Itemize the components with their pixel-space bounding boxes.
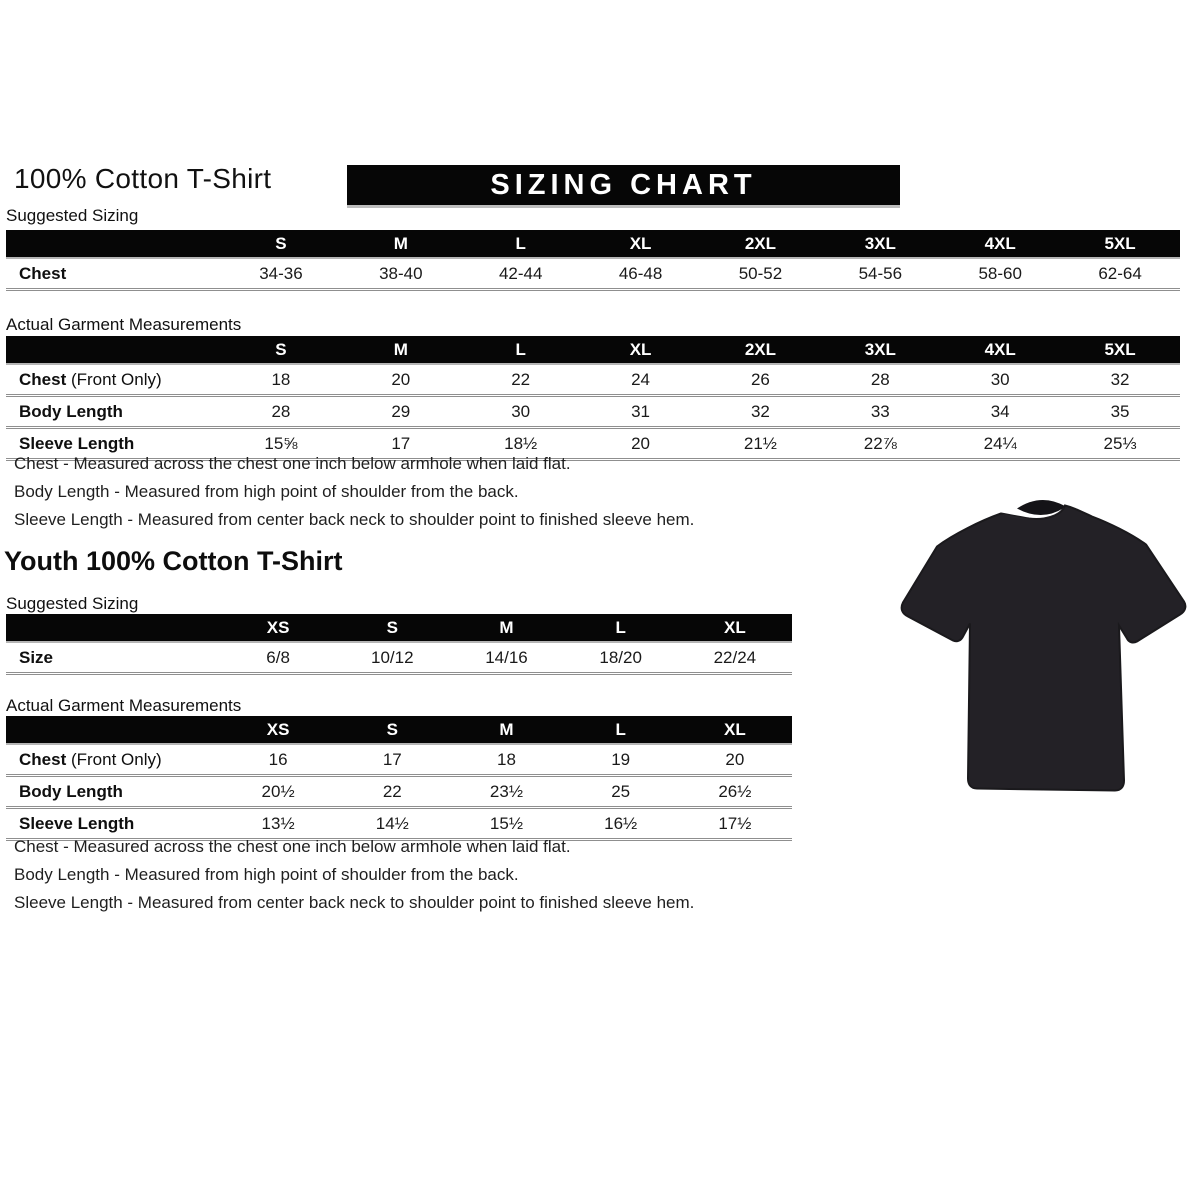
header-spacer	[6, 614, 221, 642]
row-label-cell	[6, 642, 221, 674]
sizing-chart-banner	[347, 165, 900, 205]
adult-measurement-notes	[14, 455, 834, 539]
measurement-value: 26½	[678, 776, 792, 808]
measurement-value: 18/20	[564, 642, 678, 674]
measurement-value: 20½	[221, 776, 335, 808]
measurement-value: 34-36	[221, 258, 341, 290]
size-column-header: L	[564, 716, 678, 744]
row-label: Chest	[19, 749, 67, 769]
size-column-header: XL	[581, 336, 701, 364]
measurement-value: 18	[221, 364, 341, 396]
row-label-cell	[6, 808, 221, 840]
size-column-header: S	[335, 614, 449, 642]
measurement-value: 22/24	[678, 642, 792, 674]
size-column-header: L	[564, 614, 678, 642]
measurement-value: 58-60	[940, 258, 1060, 290]
youth-suggested-sizing-heading: Suggested Sizing	[6, 594, 139, 613]
measurement-value: 31	[581, 396, 701, 428]
row-label: Chest	[19, 263, 67, 283]
measurement-value: 14/16	[449, 642, 563, 674]
measurement-value: 34	[940, 396, 1060, 428]
adult-suggested-sizing-heading: Suggested Sizing	[6, 206, 139, 225]
row-label: Body Length	[19, 781, 123, 801]
measurement-value: 46-48	[581, 258, 701, 290]
measurement-value: 15½	[449, 808, 563, 840]
size-column-header: M	[341, 336, 461, 364]
measurement-row	[6, 776, 792, 808]
row-label: Sleeve Length	[19, 433, 135, 453]
measurement-value: 38-40	[341, 258, 461, 290]
size-header-row	[6, 336, 1180, 364]
youth-suggested-sizing-table	[6, 614, 792, 675]
measurement-value: 17	[335, 744, 449, 776]
row-label-cell	[6, 258, 221, 290]
size-column-header: XL	[678, 614, 792, 642]
measurement-value: 14½	[335, 808, 449, 840]
row-label-suffix: (Front Only)	[66, 749, 162, 769]
size-column-header: S	[221, 336, 341, 364]
measurement-value: 54-56	[820, 258, 940, 290]
measurement-note-chest: Chest - Measured across the chest one inch below armhole when laid flat.	[14, 837, 571, 856]
measurement-value: 17½	[678, 808, 792, 840]
measurement-value: 10/12	[335, 642, 449, 674]
measurement-value: 13½	[221, 808, 335, 840]
measurement-value: 21½	[701, 428, 821, 460]
size-column-header: S	[335, 716, 449, 744]
size-column-header: 4XL	[940, 230, 1060, 258]
measurement-note-body-length: Body Length - Measured from high point of shoulder from the back.	[14, 865, 519, 884]
measurement-value: 19	[564, 744, 678, 776]
size-column-header: XS	[221, 614, 335, 642]
measurement-row	[6, 744, 792, 776]
size-column-header: 3XL	[820, 336, 940, 364]
size-column-header: M	[449, 716, 563, 744]
row-label-cell	[6, 396, 221, 428]
row-label-cell	[6, 744, 221, 776]
measurement-value: 16	[221, 744, 335, 776]
measurement-value: 28	[820, 364, 940, 396]
measurement-value: 24¼	[940, 428, 1060, 460]
size-column-header: XL	[678, 716, 792, 744]
tshirt-image	[893, 478, 1193, 813]
header-spacer	[6, 716, 221, 744]
header-spacer	[6, 336, 221, 364]
measurement-note-sleeve-length: Sleeve Length - Measured from center back neck to shoulder point to finished sleeve hem.	[14, 510, 695, 529]
size-column-header: M	[341, 230, 461, 258]
size-header-row	[6, 716, 792, 744]
measurement-value: 20	[581, 428, 701, 460]
youth-measurement-notes	[14, 838, 834, 922]
measurement-value: 22	[335, 776, 449, 808]
size-column-header: 2XL	[701, 230, 821, 258]
measurement-value: 6/8	[221, 642, 335, 674]
adult-actual-measurements-heading: Actual Garment Measurements	[6, 315, 242, 334]
measurement-value: 25	[564, 776, 678, 808]
measurement-row	[6, 642, 792, 674]
size-column-header: 5XL	[1060, 336, 1180, 364]
measurement-value: 17	[341, 428, 461, 460]
measurement-value: 62-64	[1060, 258, 1180, 290]
sizing-chart-banner-text: SIZING CHART	[490, 168, 757, 201]
measurement-value: 22	[461, 364, 581, 396]
product-title: 100% Cotton T-Shirt	[14, 163, 272, 194]
measurement-value: 35	[1060, 396, 1180, 428]
measurement-value: 25⅓	[1060, 428, 1180, 460]
row-label-cell	[6, 776, 221, 808]
row-label: Body Length	[19, 401, 123, 421]
youth-actual-measurements-heading: Actual Garment Measurements	[6, 696, 242, 715]
measurement-note-sleeve-length: Sleeve Length - Measured from center back neck to shoulder point to finished sleeve hem.	[14, 893, 695, 912]
measurement-value: 16½	[564, 808, 678, 840]
youth-product-title: Youth 100% Cotton T-Shirt	[4, 546, 343, 576]
measurement-value: 32	[1060, 364, 1180, 396]
measurement-value: 26	[701, 364, 821, 396]
size-column-header: XL	[581, 230, 701, 258]
row-label-cell	[6, 364, 221, 396]
measurement-value: 33	[820, 396, 940, 428]
measurement-note-chest: Chest - Measured across the chest one inch below armhole when laid flat.	[14, 454, 571, 473]
tshirt-photo	[893, 478, 1193, 813]
measurement-row	[6, 808, 792, 840]
measurement-row	[6, 396, 1180, 428]
tshirt-body	[902, 506, 1186, 791]
row-label: Chest	[19, 369, 67, 389]
size-column-header: S	[221, 230, 341, 258]
measurement-value: 30	[940, 364, 1060, 396]
size-column-header: 2XL	[701, 336, 821, 364]
measurement-value: 24	[581, 364, 701, 396]
measurement-value: 29	[341, 396, 461, 428]
measurement-value: 22⅞	[820, 428, 940, 460]
measurement-value: 20	[678, 744, 792, 776]
measurement-value: 30	[461, 396, 581, 428]
size-column-header: L	[461, 336, 581, 364]
size-column-header: 5XL	[1060, 230, 1180, 258]
youth-actual-measurements-table	[6, 716, 792, 841]
measurement-value: 18	[449, 744, 563, 776]
size-header-row	[6, 230, 1180, 258]
size-header-row	[6, 614, 792, 642]
size-column-header: XS	[221, 716, 335, 744]
size-column-header: 4XL	[940, 336, 1060, 364]
measurement-value: 32	[701, 396, 821, 428]
measurement-value: 42-44	[461, 258, 581, 290]
adult-suggested-sizing-table	[6, 230, 1180, 291]
measurement-note-body-length: Body Length - Measured from high point of shoulder from the back.	[14, 482, 519, 501]
measurement-value: 23½	[449, 776, 563, 808]
adult-actual-measurements-table	[6, 336, 1180, 461]
size-column-header: L	[461, 230, 581, 258]
row-label: Sleeve Length	[19, 813, 135, 833]
row-label: Size	[19, 647, 54, 667]
measurement-value: 20	[341, 364, 461, 396]
measurement-value: 50-52	[701, 258, 821, 290]
row-label-suffix: (Front Only)	[66, 369, 162, 389]
measurement-value: 28	[221, 396, 341, 428]
measurement-value: 18½	[461, 428, 581, 460]
measurement-row	[6, 364, 1180, 396]
header-spacer	[6, 230, 221, 258]
size-column-header: M	[449, 614, 563, 642]
size-column-header: 3XL	[820, 230, 940, 258]
measurement-row	[6, 258, 1180, 290]
measurement-value: 15⅝	[221, 428, 341, 460]
